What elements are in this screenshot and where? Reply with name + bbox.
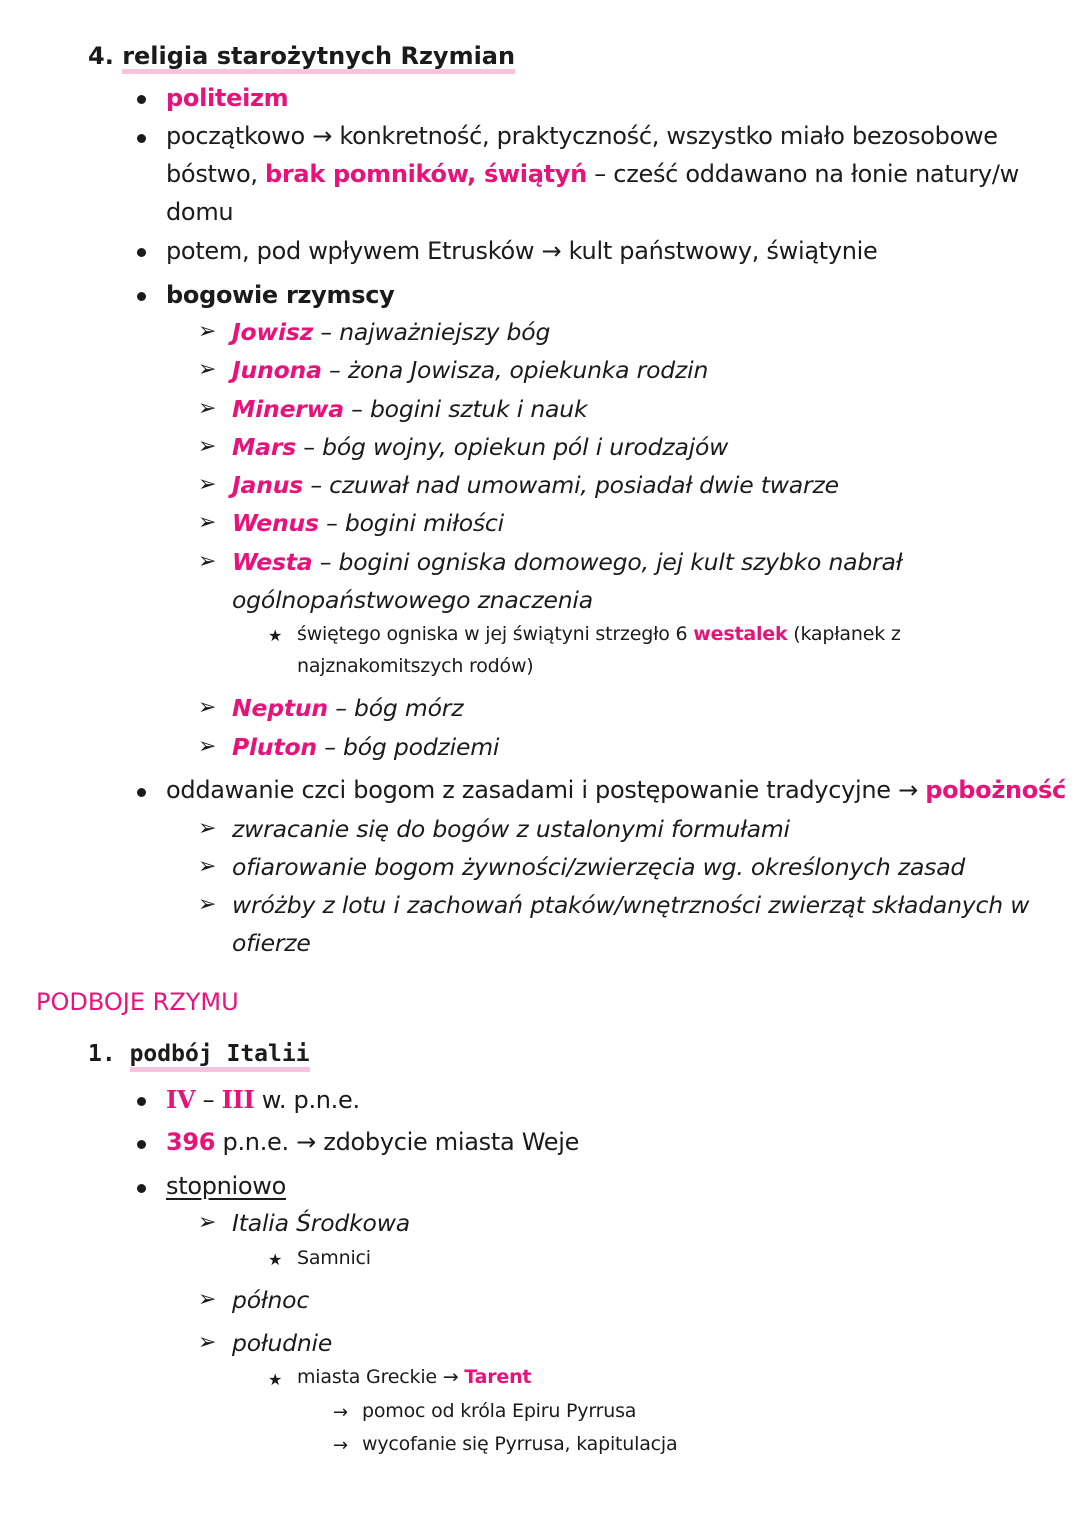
region-central: Italia Środkowa	[232, 1209, 410, 1237]
bullet-oddawanie: oddawanie czci bogom z zasadami i postępowanie tradycyjne → pobożność	[166, 776, 1066, 804]
god-name: Minerwa	[232, 395, 344, 423]
bullet-century: IV – III w. p.n.e.	[166, 1085, 360, 1114]
pink-highlight: westalek	[693, 623, 788, 645]
pink-highlight: Tarent	[464, 1366, 532, 1388]
bullet-dot	[137, 95, 146, 104]
bullet-poczatkowo-line1: początkowo → konkretność, praktyczność, wszystko miało bezosobowe	[166, 122, 998, 150]
arrowhead-icon: ➢	[198, 549, 217, 574]
bullet-bogowie: bogowie rzymscy	[166, 281, 395, 309]
god-name: Jowisz	[232, 318, 314, 346]
bullet-396: 396 p.n.e. → zdobycie miasta Weje	[166, 1128, 580, 1156]
right-arrow-icon: →	[333, 1435, 349, 1456]
arrowhead-icon: ➢	[198, 472, 217, 497]
god-desc: – bogini miłości	[318, 509, 504, 537]
god-item	[232, 471, 839, 499]
bullet-poczatkowo-line2: bóstwo, brak pomników, świątyń – cześć oddawano na łonie natury/w	[166, 160, 1019, 188]
arrowhead-icon: ➢	[198, 1287, 217, 1312]
god-name: Junona	[232, 356, 322, 384]
god-item	[232, 356, 708, 384]
bullet-dot	[137, 1184, 146, 1193]
arrowhead-icon: ➢	[198, 1330, 217, 1355]
bullet-stopniowo: stopniowo	[166, 1172, 287, 1200]
bullet-poczatkowo-line3: domu	[166, 198, 234, 226]
arrowhead-icon: ➢	[198, 816, 217, 841]
section-heading-conquests: PODBOJE RZYMU	[36, 988, 239, 1016]
god-item	[232, 548, 902, 576]
section-title-text: religia starożytnych Rzymian	[122, 44, 515, 74]
arrowhead-icon: ➢	[198, 319, 217, 344]
bullet-potem: potem, pod wpływem Etrusków → kult państwowy, świątynie	[166, 237, 878, 265]
pyrrus-help: pomoc od króla Epiru Pyrrusa	[362, 1400, 637, 1422]
bullet-dot	[137, 1097, 146, 1106]
piety-item: zwracanie się do bogów z ustalonymi formułami	[232, 815, 790, 843]
god-desc: – żona Jowisza, opiekunka rodzin	[321, 356, 709, 384]
god-desc: – bóg wojny, opiekun pól i urodzajów	[296, 433, 729, 461]
section-number: 4.	[88, 42, 114, 70]
right-arrow-icon: →	[333, 1402, 349, 1423]
pink-highlight: pobożność	[925, 776, 1066, 804]
piety-item: wróżby z lotu i zachowań ptaków/wnętrzności zwierząt składanych w	[232, 891, 1030, 919]
arrowhead-icon: ➢	[198, 434, 217, 459]
section-title-italy	[88, 1041, 310, 1072]
bullet-dot	[137, 292, 146, 301]
god-desc: – bóg mórz	[327, 694, 464, 722]
arrowhead-icon: ➢	[198, 396, 217, 421]
star-icon: ★	[268, 626, 283, 645]
arrowhead-icon: ➢	[198, 510, 217, 535]
piety-item: ofiarowanie bogom żywności/zwierzęcia wg. określonych zasad	[232, 853, 966, 881]
bullet-dot	[137, 788, 146, 797]
section-title-religion	[88, 42, 515, 74]
arrowhead-icon: ➢	[198, 695, 217, 720]
god-name: Mars	[232, 433, 297, 461]
arrowhead-icon: ➢	[198, 357, 217, 382]
god-desc: – bóg podziemi	[316, 733, 500, 761]
god-item	[232, 318, 550, 346]
god-item	[232, 509, 504, 537]
region-south: południe	[232, 1329, 333, 1357]
bullet-dot	[137, 134, 146, 143]
bullet-dot	[137, 1140, 146, 1149]
region-north: północ	[232, 1286, 310, 1314]
god-name: Neptun	[232, 694, 328, 722]
arrowhead-icon: ➢	[198, 854, 217, 879]
pyrrus-withdraw: wycofanie się Pyrrusa, kapitulacja	[362, 1433, 678, 1455]
westa-star-line1: świętego ogniska w jej świątyni strzegło 6 westalek (kapłanek z	[297, 623, 901, 645]
god-name: Pluton	[232, 733, 317, 761]
god-desc: – czuwał nad umowami, posiadał dwie twarze	[303, 471, 839, 499]
region-samnici: Samnici	[297, 1247, 371, 1269]
bullet-dot	[137, 248, 146, 257]
arrowhead-icon: ➢	[198, 734, 217, 759]
star-icon: ★	[268, 1250, 283, 1269]
god-item	[232, 733, 499, 761]
god-item	[232, 395, 587, 423]
greek-cities: miasta Greckie → Tarent	[297, 1366, 532, 1388]
pink-highlight: brak pomników, świątyń	[265, 160, 587, 188]
god-name: Westa	[232, 548, 313, 576]
bullet-politeizm: politeizm	[166, 84, 289, 112]
piety-continuation: ofierze	[232, 929, 311, 957]
westa-continuation: ogólnopaństwowego znaczenia	[232, 586, 593, 614]
god-name: Janus	[232, 471, 304, 499]
god-item	[232, 694, 463, 722]
star-icon: ★	[268, 1370, 283, 1389]
arrowhead-icon: ➢	[198, 1210, 217, 1235]
arrowhead-icon: ➢	[198, 892, 217, 917]
god-item	[232, 433, 728, 461]
god-desc: – bogini sztuk i nauk	[343, 395, 588, 423]
god-desc: – bogini ogniska domowego, jej kult szybko nabrał	[312, 548, 903, 576]
westa-star-line2: najznakomitszych rodów)	[297, 655, 534, 677]
section-number: 1.	[88, 1041, 116, 1067]
god-desc: – najważniejszy bóg	[313, 318, 551, 346]
god-name: Wenus	[232, 509, 319, 537]
section-title-text: podbój Italii	[130, 1042, 310, 1072]
